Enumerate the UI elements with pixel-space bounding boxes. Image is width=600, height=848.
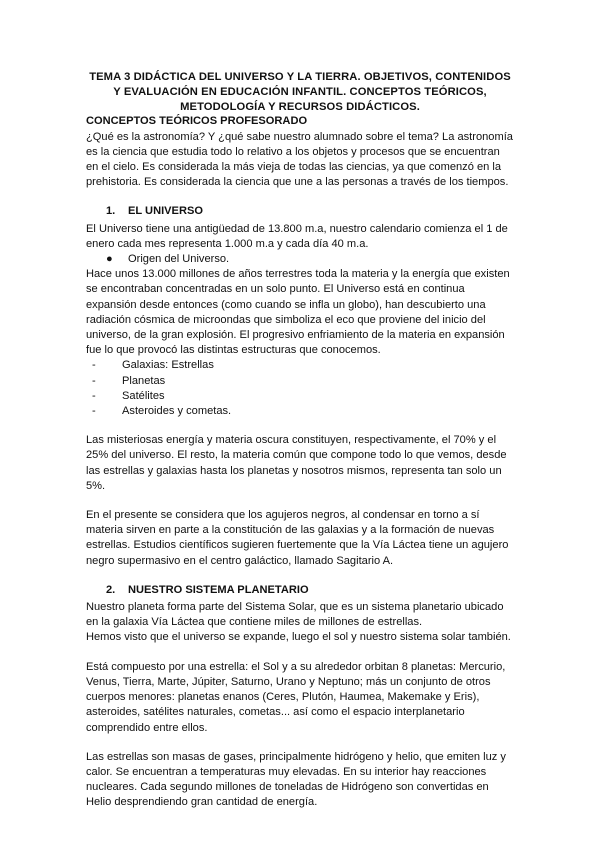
list-item — [86, 389, 514, 404]
section-1-paragraph-2: Hace unos 13.000 millones de años terrestres toda la materia y la energía que existen se encontraban concentradas en un solo punto. El Universo está en continua expansión desde entonces (como cuando se infla un globo), han descubierto una radiación cósmica de microondas que simboliza el eco que proviene del inicio del universo, de la gran explosión. El progresivo enfriamiento de la materia en expansión fue lo que provocó las distintas estructuras que conocemos. — [86, 268, 510, 357]
subheading: CONCEPTOS TEÓRICOS PROFESORADO — [86, 115, 308, 128]
list-item-text: Satélites — [122, 389, 165, 402]
section-2-number: 2. — [106, 583, 116, 596]
bullet-text: Origen del Universo. — [128, 253, 230, 266]
section-2-paragraph-2: Está compuesto por una estrella: el Sol y a su alrededor orbitan 8 planetas: Mercurio, Venus, Tierra, Marte, Júpiter, Saturno, Urano y Neptuno; más un conjunto de otros cuerpos menores: planetas enanos (Ceres, Plutón, Haumea, Makemake y Eris), asteroides, satélites naturales, cometas... así como el espacio interplanetario comprendido entre ellos. — [86, 660, 506, 734]
section-1-heading — [86, 204, 514, 219]
bullet-item — [86, 252, 514, 267]
list-item — [86, 358, 514, 373]
section-2-paragraph-1: Nuestro planeta forma parte del Sistema Solar, que es un sistema planetario ubicado en la galaxia Vía Láctea que contiene miles de millones de estrellas. — [86, 601, 504, 629]
section-1-number: 1. — [106, 205, 116, 218]
dash-icon: - — [92, 374, 96, 387]
section-1-paragraph-3: Las misteriosas energía y materia oscura constituyen, respectivamente, el 70% y el 25% del universo. El resto, la materia común que compone todo lo que vemos, desde las estrellas y galaxias hasta los planetas y nosotros mismos, representa tan solo un 5%. — [86, 434, 507, 492]
document-title: TEMA 3 DIDÁCTICA DEL UNIVERSO Y LA TIERRA. OBJETIVOS, CONTENIDOS Y EVALUACIÓN EN EDUCACIÓN INFANTIL. CONCEPTOS TEÓRICOS, METODOLOGÍA Y RECURSOS DIDÁCTICOS. — [89, 71, 511, 113]
list-item-text: Galaxias: Estrellas — [122, 359, 214, 372]
list-item-text: Planetas — [122, 374, 166, 387]
section-2-heading — [86, 583, 514, 598]
section-2-paragraph-3: Las estrellas son masas de gases, principalmente hidrógeno y helio, que emiten luz y calor. Se encuentran a temperaturas muy elevadas. En su interior hay reacciones nucleares. Cada segundo millones de toneladas de Hidrógeno son convertidas en Helio desprendiendo gran cantidad de energía. — [86, 750, 506, 809]
structures-list — [86, 358, 514, 419]
dash-icon: - — [92, 359, 96, 372]
section-1-title: EL UNIVERSO — [128, 205, 204, 218]
intro-paragraph: ¿Qué es la astronomía? Y ¿qué sabe nuestro alumnado sobre el tema? La astronomía es la ciencia que estudia todo lo relativo a los objetos y procesos que se encuentran en el cielo. Es considerada la más vieja de todas las ciencias, ya que comenzó en la prehistoria. Es considerada la ciencia que une a las personas a través de los tiempos. — [86, 130, 513, 189]
section-2-paragraph-1b: Hemos visto que el universo se expande, luego el sol y nuestro sistema solar también. — [86, 631, 511, 644]
dash-icon: - — [92, 389, 96, 402]
section-1-paragraph-1: El Universo tiene una antigüedad de 13.800 m.a, nuestro calendario comienza el 1 de enero cada mes representa 1.000 m.a y cada día 40 m.a. — [86, 222, 508, 250]
list-item-text: Asteroides y cometas. — [122, 405, 232, 418]
list-item — [86, 404, 514, 419]
bullet-icon: ● — [106, 253, 113, 266]
list-item — [86, 374, 514, 389]
section-1-paragraph-4: En el presente se considera que los agujeros negros, al condensar en torno a sí materia sirven en parte a la constitución de las galaxias y a la formación de nuevas estrellas. Estudios científicos sugieren fuertemente que la Vía Láctea tiene un agujero negro supermasivo en el centro galáctico, llamado Sagitario A. — [86, 509, 509, 567]
section-2-title: NUESTRO SISTEMA PLANETARIO — [128, 583, 309, 596]
dash-icon: - — [92, 405, 96, 418]
